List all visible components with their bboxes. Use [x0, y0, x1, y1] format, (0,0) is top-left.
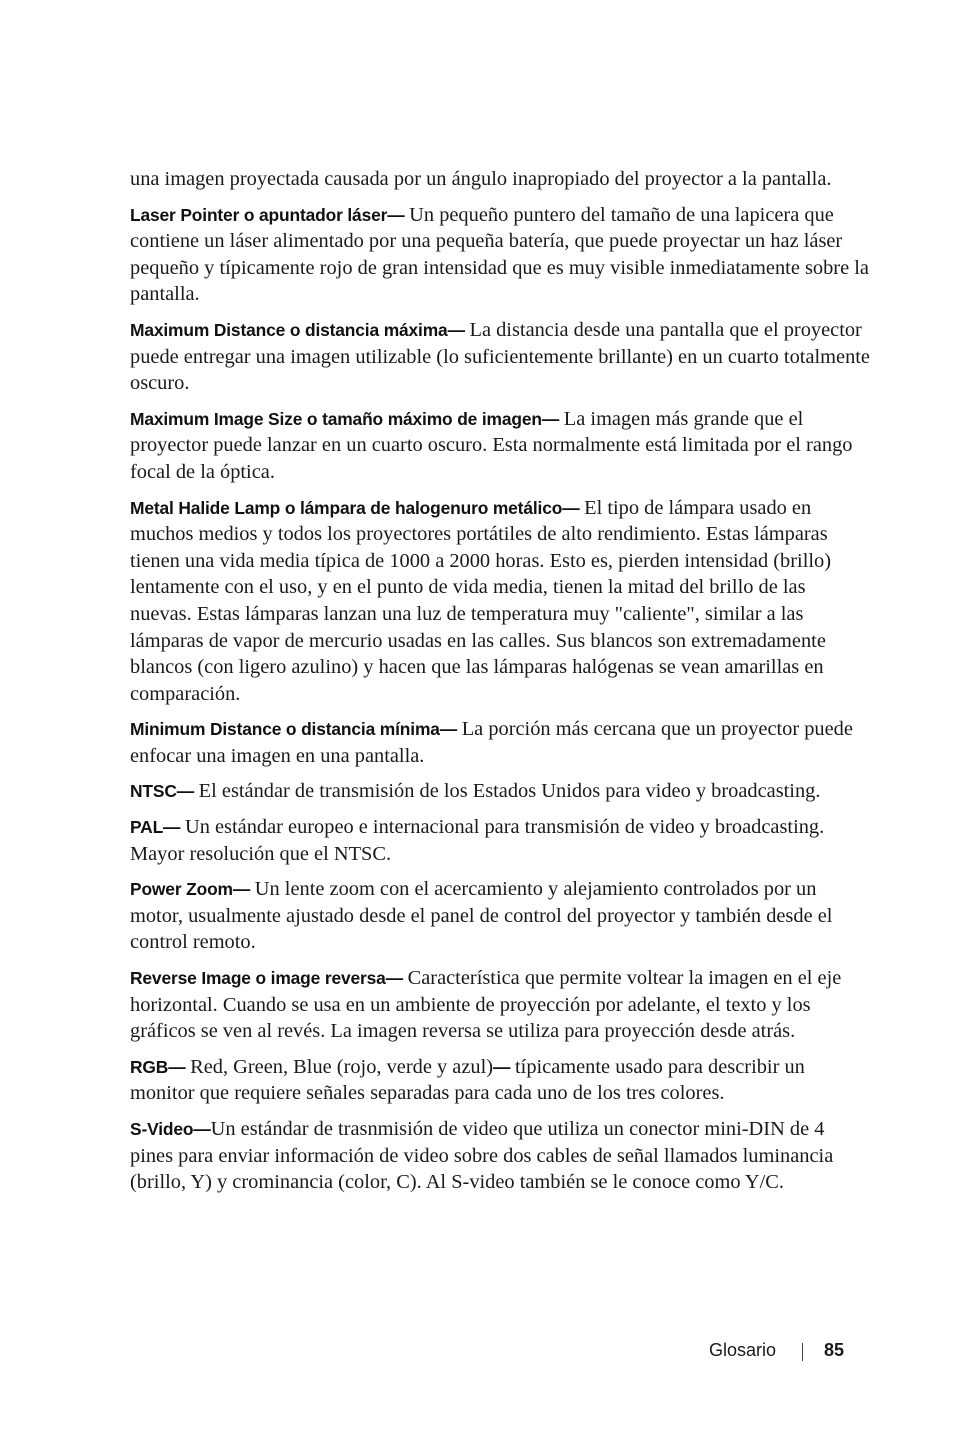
- glossary-body: [130, 166, 870, 1205]
- entry-text: La distancia desde una pantalla que el proyector puede entregar una imagen utilizable (lo suficientemente brillante) en un cuarto totalmente oscuro.: [130, 318, 870, 395]
- glossary-entry-pal: [130, 814, 870, 867]
- entry-text: Un pequeño puntero del tamaño de una lapicera que contiene un láser alimentado por una pequeña batería, que puede proyectar un haz láser pequeño y típicamente rojo de gran intensidad que es muy visible inmediatamente sobre la pantalla.: [130, 203, 869, 306]
- glossary-entry-metal-halide-lamp: [130, 495, 870, 708]
- entry-dash: —: [493, 1056, 515, 1077]
- glossary-entry-maximum-image-size: [130, 406, 870, 486]
- glossary-entry-s-video: [130, 1116, 870, 1196]
- entry-text: Red, Green, Blue (rojo, verde y azul): [190, 1055, 494, 1078]
- entry-text: Característica que permite voltear la imagen en el eje horizontal. Cuando se usa en un ambiente de proyección por adelante, el texto y los gráficos se ven al revés. La imagen reversa se utiliza para proyección desde atrás.: [130, 967, 842, 1043]
- entry-term: Minimum Distance o distancia mínima—: [130, 719, 462, 740]
- glossary-entry-reverse-image: [130, 965, 870, 1045]
- section-title: Glosario: [709, 1340, 777, 1360]
- entry-text: Un lente zoom con el acercamiento y alejamiento controlados por un motor, usualmente ajustado desde el panel de control del proyector y también desde el control remoto.: [130, 878, 833, 954]
- glossary-entry-maximum-distance: [130, 317, 870, 397]
- entry-term: NTSC—: [130, 781, 199, 802]
- footer-divider: [802, 1343, 803, 1361]
- glossary-continuation: [130, 166, 870, 193]
- entry-text: Un estándar de trasnmisión de video que utiliza un conector mini-DIN de 4 pines para enviar información de video sobre dos cables de señal llamados luminancia (brillo, Y) y crominancia (color, C). Al S-video también se le conoce como Y/C.: [130, 1118, 834, 1194]
- entry-term: Maximum Distance o distancia máxima—: [130, 319, 470, 340]
- entry-term: Power Zoom—: [130, 879, 255, 900]
- glossary-entry-minimum-distance: [130, 716, 870, 769]
- entry-text-continued: típicamente usado para describir un monitor que requiere señales separadas para cada uno de los tres colores.: [130, 1055, 805, 1105]
- glossary-entry-ntsc: [130, 778, 870, 805]
- entry-text: El tipo de lámpara usado en muchos medios y todos los proyectores portátiles de alto rendimiento. Estas lámparas tienen una vida media típica de 1000 a 2000 horas. Esto es, pierden intensidad (brillo) lentamente con el uso, y en el punto de vida media, tienen la mitad del brillo de las nuevas. Estas lámparas lanzan una luz de temperatura muy "caliente", similar a las lámparas de vapor de mercurio usadas en las calles. Sus blancos son extremadamente blancos (con ligero azulino) y hacen que las lámparas halógenas se vean amarillas en comparación.: [130, 496, 832, 705]
- page-number: 85: [824, 1340, 845, 1360]
- entry-term: PAL—: [130, 817, 185, 838]
- entry-text: El estándar de transmisión de los Estados Unidos para video y broadcasting.: [198, 780, 821, 803]
- glossary-entry-power-zoom: [130, 876, 870, 956]
- entry-term: Reverse Image o image reversa—: [130, 968, 408, 989]
- entry-term: S-Video—: [130, 1119, 211, 1139]
- glossary-entry-laser-pointer: [130, 202, 870, 308]
- entry-text: Un estándar europeo e internacional para transmisión de video y broadcasting. Mayor resolución que el NTSC.: [130, 816, 825, 865]
- entry-term: RGB—: [130, 1056, 191, 1077]
- entry-term: Laser Pointer o apuntador láser—: [130, 204, 410, 225]
- entry-text: una imagen proyectada causada por un ángulo inapropiado del proyector a la pantalla.: [130, 168, 832, 190]
- entry-text: La imagen más grande que el proyector puede lanzar en un cuarto oscuro. Esta normalmente está limitada por el rango focal de la óptica.: [130, 407, 853, 483]
- entry-term: Metal Halide Lamp o lámpara de halogenuro metálico—: [130, 497, 585, 518]
- glossary-entry-rgb: [130, 1054, 870, 1107]
- entry-text: La porción más cercana que un proyector puede enfocar una imagen en una pantalla.: [130, 718, 853, 767]
- entry-term: Maximum Image Size o tamaño máximo de imagen—: [130, 408, 564, 429]
- page-footer: [700, 1340, 850, 1364]
